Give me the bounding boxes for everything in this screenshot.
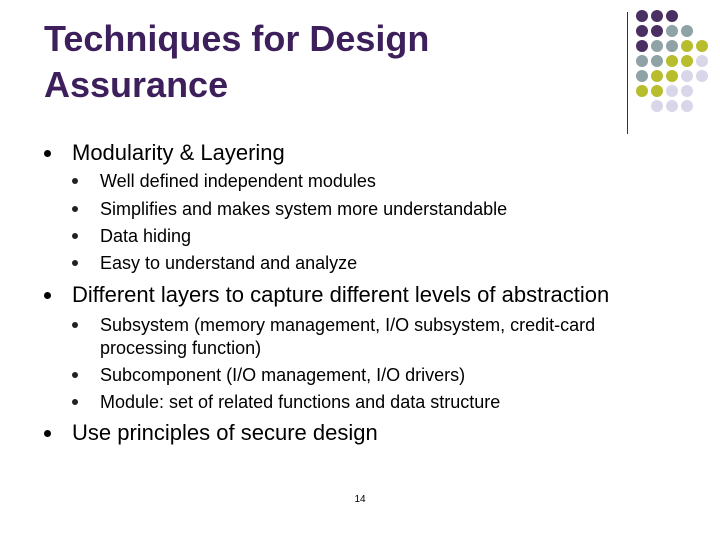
sub-bullet-dot-icon [72,260,78,266]
decorative-dot [636,25,648,37]
list-item: Easy to understand and analyze [100,253,358,273]
decorative-dot [651,25,663,37]
decorative-dot [681,100,693,112]
decorative-dot [666,85,678,97]
decorative-dot [696,40,708,52]
section-heading-layers: Different layers to capture different levels of abstraction [72,282,610,307]
sub-bullet-dot-icon [72,178,78,184]
decorative-dot [666,55,678,67]
list-item: Data hiding [100,226,192,246]
page-number: 14 [354,494,366,505]
sub-bullet-dot-icon [72,372,78,378]
sub-bullet-dot-icon [72,399,78,405]
decorative-dot [651,85,663,97]
sub-bullet-dot-icon [72,233,78,239]
decorative-dot [681,70,693,82]
decorative-divider-line [627,12,628,134]
slide-title [44,16,584,108]
decorative-dot [651,55,663,67]
decorative-dot [636,70,648,82]
decorative-dot [681,55,693,67]
decorative-dot [681,25,693,37]
decorative-dot [636,40,648,52]
list-item: Subcomponent (I/O management, I/O drivers) [100,365,466,385]
list-item: Simplifies and makes system more understandable [100,199,508,219]
list-item: Module: set of related functions and data structure [100,392,501,412]
list-item-continuation: processing function) [100,338,262,358]
decorative-dot [636,10,648,22]
decorative-dot [651,100,663,112]
decorative-dot-grid [632,8,720,138]
list-item: Subsystem (memory management, I/O subsystem, credit-card [100,315,596,335]
decorative-dot [651,70,663,82]
slide-title-line-2: Assurance [44,64,229,105]
slide-title-line-1: Techniques for Design [44,18,430,59]
section-heading-secure-design: Use principles of secure design [72,420,378,445]
list-item: Well defined independent modules [100,171,376,191]
decorative-dot [651,40,663,52]
decorative-dot [651,10,663,22]
decorative-dot [666,25,678,37]
decorative-dot [696,70,708,82]
decorative-dot [636,55,648,67]
decorative-dot [666,70,678,82]
decorative-dot [681,85,693,97]
decorative-dot [696,55,708,67]
decorative-dot [666,10,678,22]
sub-bullet-dot-icon [72,206,78,212]
sub-bullet-dot-icon [72,322,78,328]
decorative-dot [681,40,693,52]
decorative-dot [666,100,678,112]
bullet-dot-icon [44,430,51,437]
decorative-dot [666,40,678,52]
bullet-dot-icon [44,150,51,157]
decorative-dot [636,85,648,97]
bullet-dot-icon [44,292,51,299]
section-heading-modularity: Modularity & Layering [72,140,285,165]
